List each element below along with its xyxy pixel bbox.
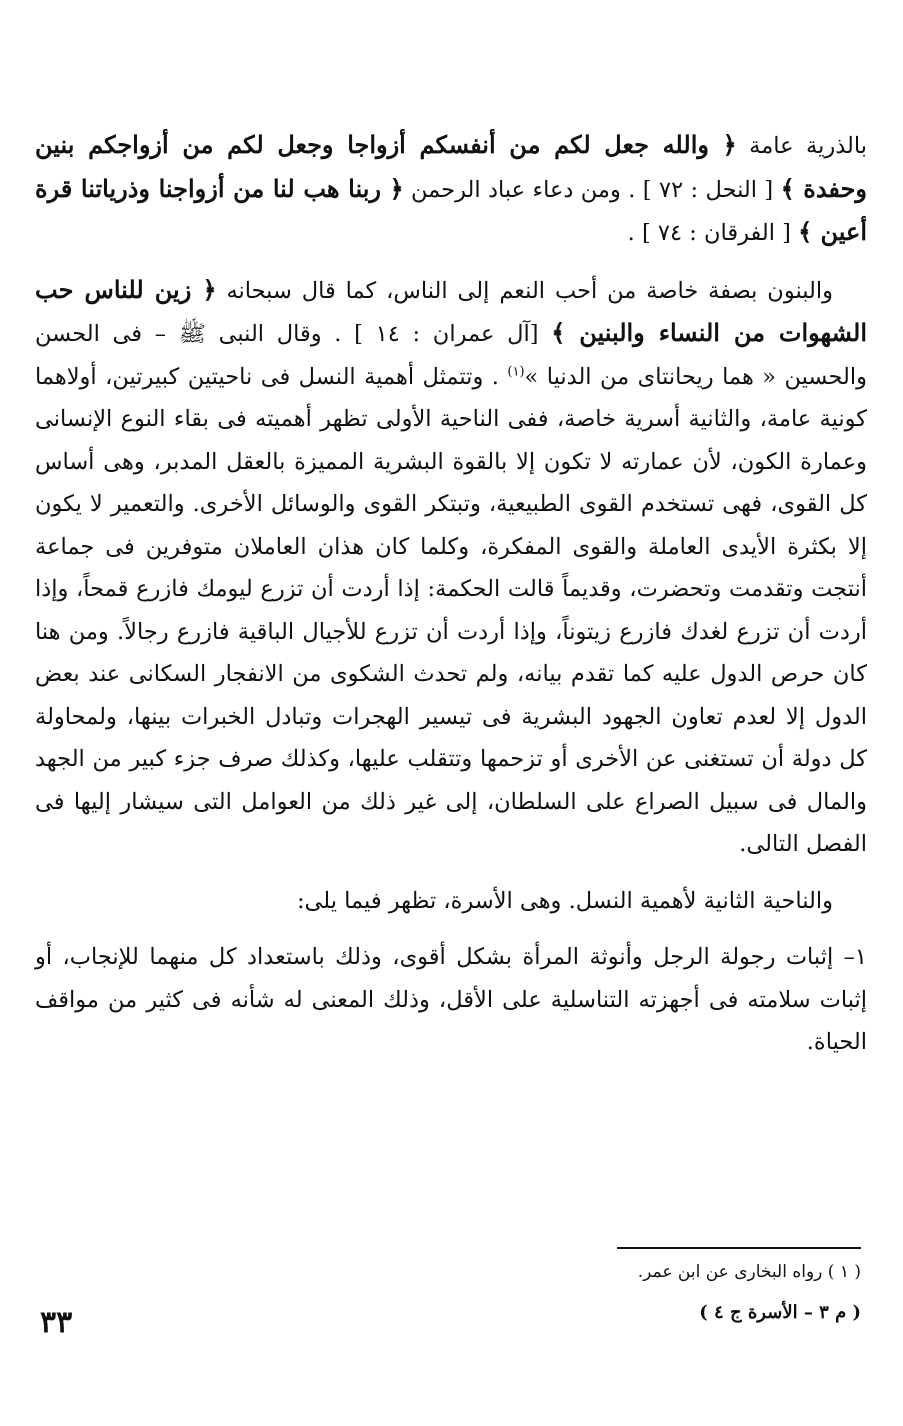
paragraph-1-text-a: بالذرية عامة [736, 133, 867, 159]
quran-verse-al-imran: ﴿ زين للناس حب الشهوات من النساء والبنين ﴾ [35, 274, 867, 347]
paragraph-2-text-b: [آل عمران : ١٤ ] . وقال النبى ﷺ – فى الحسن والحسين « هما ريحانتاى من الدنيا » [35, 321, 868, 390]
paragraph-1 [35, 124, 867, 255]
footnote-reference: (١) [507, 364, 525, 379]
paragraph-3: والناحية الثانية لأهمية النسل. وهى الأسرة، تظهر فيما يلى: [296, 887, 833, 914]
paragraph-1-text-c: [ الفرقان : ٧٤ ] . [627, 220, 799, 246]
paragraph-1-text-b: [ النحل : ٧٢ ] . ومن دعاء عباد الرحمن [403, 176, 781, 203]
footnote: ( ١ ) رواه البخارى عن ابن عمر. [637, 1262, 861, 1282]
page-number: ٣٣ [40, 1305, 73, 1340]
paragraph-2-text-c: . وتتمثل أهمية النسل فى ناحيتين كبيرتين، أولاهما كونية عامة، والثانية أسرية خاصة، ففى الناحية الأولى تظهر أهميته فى بقاء النوع الإنسانى وعمارة الكون، لأن عمارته لا تكون إلا بالقوة البشرية المميزة بالعقل المدبر، وهى أساس كل القوى، فهى تستخدم القوى الطبيعية، وتبتكر القوى والوسائل الأخرى. والتعمير لا يكون إلا بكثرة الأيدى العاملة والقوى المفكرة، وكلما كان هذان العاملان متوفرين فى جماعة أنتجت وتقدمت وتحضرت، وقديماً قالت الحكمة: إذا أردت أن تزرع ليومك فازرع قمحاً، وإذا أردت أن تزرع لغدك فازرع زيتوناً، وإذا أردت أن تزرع للأجيال الباقية فازرع رجالاً. ومن هنا كان حرص الدول عليه كما تقدم بيانه، ولم تحدث الشكوى من الانفجار السكانى عند بعض الدول إلا لعدم تعاون الجهود البشرية فى تيسير الهجرات وتبادل الخبرات بينها، ولمحاولة كل دولة أن تستغنى عن الأخرى أو تزحمها وتتقلب عليها، وكذلك صرف جزء كبير من الجهد والمال فى سبيل الصراع على السلطان، إلى غير ذلك من العوامل التى سيشار إليها فى الفصل التالى. [35, 363, 867, 857]
page-body [35, 124, 867, 1064]
quran-verse-nahl: ﴿ والله جعل لكم من أنفسكم أزواجا وجعل لكم من أزواجكم بنين وحفدة ﴾ [35, 130, 868, 203]
quran-verse-furqan: ﴿ ربنا هب لنا من أزواجنا وذرياتنا قرة أعين ﴾ [35, 173, 867, 246]
paragraph-4-list-item: ١– إثبات رجولة الرجل وأنوثة المرأة بشكل أقوى، وذلك باستعداد كل منهما للإنجاب، أو إثبات سلامته فى أجهزته التناسلية على الأقل، وذلك المعنى له شأنه فى كثير من مواقف الحياة. [35, 944, 867, 1055]
paragraph-2 [35, 269, 867, 866]
paragraph-2-text-a: والبنون بصفة خاصة من أحب النعم إلى الناس، كما قال سبحانه [216, 277, 834, 304]
book-section-reference: ( م ٣ – الأسرة ج ٤ ) [699, 1302, 861, 1323]
footnote-separator [617, 1247, 861, 1249]
